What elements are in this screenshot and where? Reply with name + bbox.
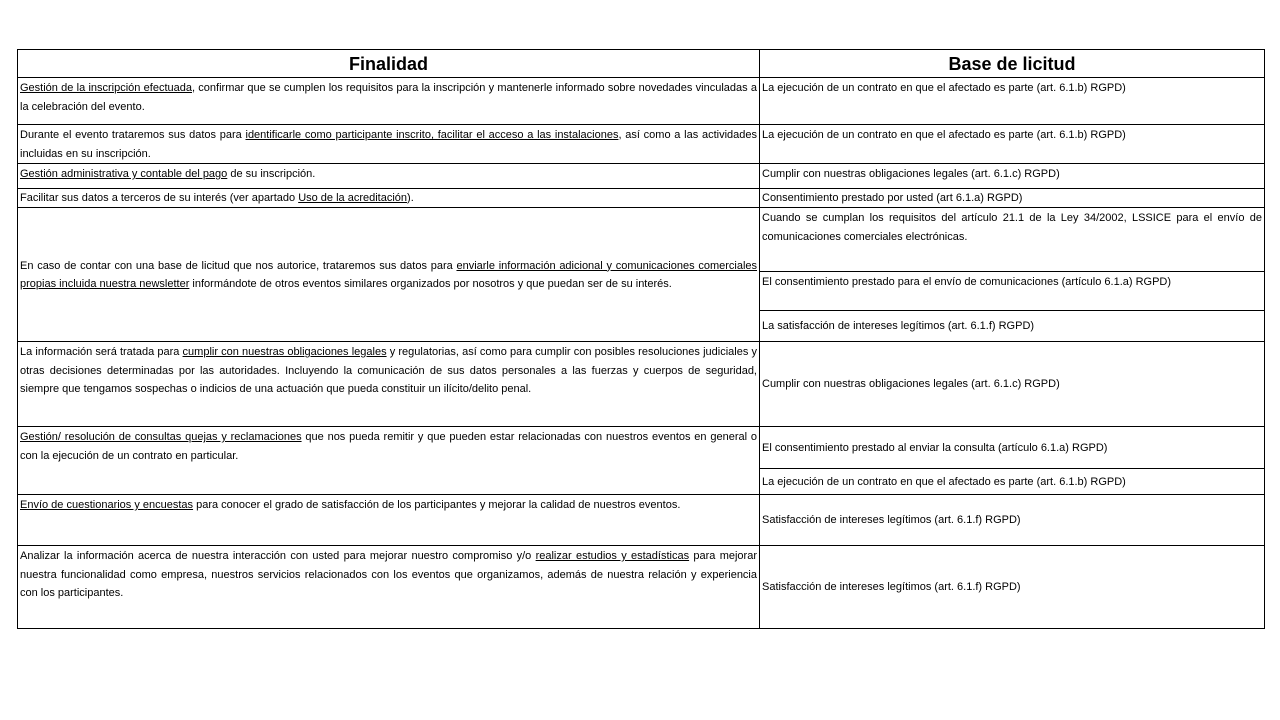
- purpose-link[interactable]: Gestión/ resolución de consultas quejas y reclamaciones: [20, 431, 302, 443]
- table-row: [18, 495, 1265, 546]
- table-row: [18, 125, 1265, 164]
- purpose-cell: [18, 427, 760, 495]
- purpose-link[interactable]: Uso de la acreditación: [298, 192, 408, 204]
- purpose-link[interactable]: Gestión administrativa y contable del pago: [20, 168, 228, 180]
- purpose-cell: [18, 164, 760, 189]
- legal-basis-cell: Consentimiento prestado por usted (art 6.1.a) RGPD): [760, 189, 1265, 208]
- header-finalidad: Finalidad: [18, 50, 760, 78]
- purpose-link[interactable]: cumplir con nuestras obligaciones legales: [182, 346, 387, 358]
- legal-basis-cell: Cumplir con nuestras obligaciones legales (art. 6.1.c) RGPD): [760, 164, 1265, 189]
- purpose-text: ).: [407, 192, 414, 204]
- purpose-link[interactable]: Envío de cuestionarios y encuestas: [20, 499, 194, 511]
- purpose-cell: [18, 495, 760, 546]
- legal-basis-cell: Cuando se cumplan los requisitos del artículo 21.1 de la Ley 34/2002, LSSICE para el envío de comunicaciones comerciales electrónicas.: [760, 208, 1265, 272]
- legal-basis-cell: La ejecución de un contrato en que el afectado es parte (art. 6.1.b) RGPD): [760, 78, 1265, 125]
- table-row: [18, 342, 1265, 427]
- header-base-de-licitud: Base de licitud: [760, 50, 1265, 78]
- legal-basis-cell: El consentimiento prestado al enviar la consulta (artículo 6.1.a) RGPD): [760, 427, 1265, 469]
- legal-basis-cell: El consentimiento prestado para el envío de comunicaciones (artículo 6.1.a) RGPD): [760, 272, 1265, 311]
- purpose-text: Durante el evento trataremos sus datos para: [20, 129, 246, 141]
- purpose-cell: [18, 546, 760, 629]
- purpose-link[interactable]: Gestión de la inscripción efectuada: [20, 82, 192, 94]
- purpose-cell: [18, 125, 760, 164]
- purpose-text: que nos pueda remitir y que pueden estar relacionadas con nuestros eventos en general o con la ejecución de un contrato en particular.: [20, 431, 757, 462]
- purpose-link[interactable]: realizar estudios y estadísticas: [535, 550, 690, 562]
- purpose-text: , así como a las actividades incluidas en su inscripción.: [20, 129, 757, 160]
- legal-basis-cell: La ejecución de un contrato en que el afectado es parte (art. 6.1.b) RGPD): [760, 125, 1265, 164]
- table-row: [18, 208, 1265, 272]
- purpose-text: y regulatorias, así como para cumplir con posibles resoluciones judiciales y otras decisiones determinadas por las autoridades. Incluyendo la comunicación de sus datos personales a las fuerzas y cuerpos de seguridad, siempre que tengamos sospechas o indicios de una actuación que pueda constituir un ilícito/delito penal.: [20, 346, 757, 395]
- table-row: [18, 546, 1265, 629]
- purpose-text: para conocer el grado de satisfacción de los participantes y mejorar la calidad de nuestros eventos.: [193, 499, 681, 511]
- purpose-text: Analizar la información acerca de nuestra interacción con usted para mejorar nuestro compromiso y/o: [20, 550, 536, 562]
- legal-basis-cell: Satisfacción de intereses legítimos (art. 6.1.f) RGPD): [760, 546, 1265, 629]
- purpose-link[interactable]: enviarle información adicional y comunicaciones comerciales propias incluida nuestra newsletter: [20, 259, 758, 290]
- table-row: [18, 78, 1265, 125]
- purpose-text: En caso de contar con una base de licitud que nos autorice, trataremos sus datos para: [20, 259, 457, 272]
- purpose-text: informándote de otros eventos similares organizados por nosotros y que puedan ser de su interés.: [189, 278, 672, 290]
- purpose-link[interactable]: identificarle como participante inscrito, facilitar el acceso a las instalaciones: [245, 129, 619, 141]
- legal-basis-table: [17, 49, 1265, 629]
- purpose-cell: [18, 78, 760, 125]
- table-row: [18, 189, 1265, 208]
- purpose-text: La información será tratada para: [20, 346, 183, 358]
- legal-basis-cell: Satisfacción de intereses legítimos (art. 6.1.f) RGPD): [760, 495, 1265, 546]
- purpose-text: de su inscripción.: [227, 168, 316, 180]
- purpose-text: , confirmar que se cumplen los requisitos para la inscripción y mantenerle informado sobre novedades vinculadas a la celebración del evento.: [20, 82, 757, 113]
- legal-basis-cell: Cumplir con nuestras obligaciones legales (art. 6.1.c) RGPD): [760, 342, 1265, 427]
- purpose-cell: [18, 208, 760, 342]
- purpose-text: para mejorar nuestra funcionalidad como empresa, nuestros servicios relacionados con los eventos que organizamos, además de nuestra relación y experiencia con los participantes.: [20, 550, 757, 599]
- purpose-cell: [18, 189, 760, 208]
- legal-basis-cell: La satisfacción de intereses legítimos (art. 6.1.f) RGPD): [760, 311, 1265, 342]
- table-row: [18, 164, 1265, 189]
- purpose-text: Facilitar sus datos a terceros de su interés (ver apartado: [20, 192, 299, 204]
- purpose-cell: [18, 342, 760, 427]
- table-row: [18, 427, 1265, 469]
- legal-basis-cell: La ejecución de un contrato en que el afectado es parte (art. 6.1.b) RGPD): [760, 469, 1265, 495]
- header-row: [18, 50, 1265, 78]
